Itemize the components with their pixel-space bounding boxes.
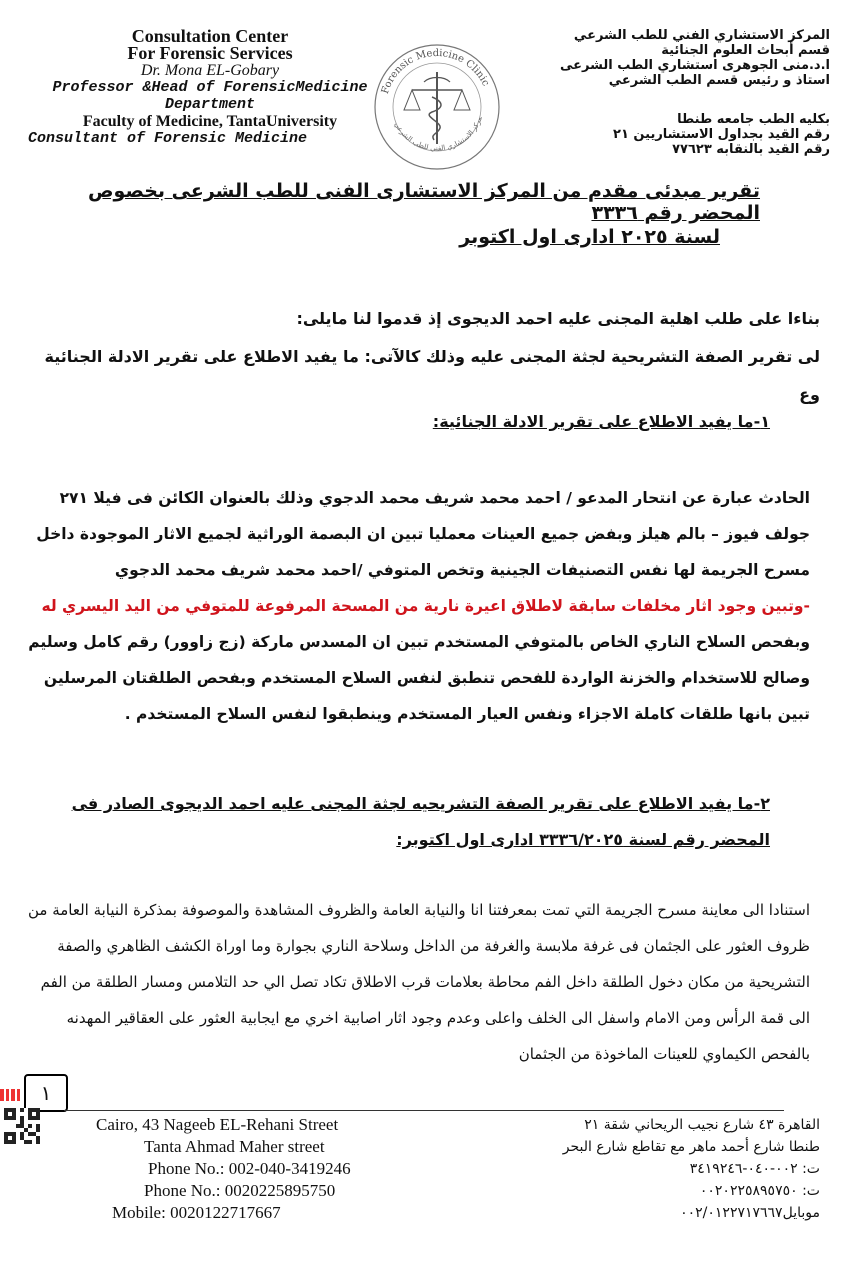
footer-address-tanta: Tanta Ahmad Maher street: [144, 1137, 325, 1156]
doctor-name: Dr. Mona EL-Gobary: [140, 62, 280, 79]
report-title: تقرير مبدئى مقدم من المركز الاستشارى الفنى للطب الشرعى بخصوص المحضر رقم ٣٣٣٦: [88, 180, 760, 224]
logo-ring-text-ar: مركز الاستشاري الفني للطب الشرعي: [392, 115, 484, 153]
section1-body: [20, 480, 810, 732]
section1-heading: ١-ما يفيد الاطلاع على تقرير الادلة الجنائية:: [432, 412, 770, 431]
footer-phone-2: Phone No.: 0020225895750: [144, 1181, 336, 1200]
svg-text:Forensic Medicine Clinic: [380, 48, 491, 95]
footer-ar-phone-2: ت: ٠٠٢٠٢٢٥٨٩٥٧٥٠: [699, 1183, 820, 1199]
doctor-title: Professor &Head of ForensicMedicine: [52, 79, 368, 96]
page-number: ١: [24, 1074, 68, 1112]
ar-title: استاذ و رئيس قسم الطب الشرعي: [608, 73, 830, 88]
footer-contact-english: [96, 1114, 386, 1224]
section1-red-finding: -وتبين وجود اثار مخلفات سابقة لاطلاق اعيرة نارية من المسحة المرفوعة للمتوفي من اليد اليسري له: [41, 597, 810, 615]
intro-line1: بناءا على طلب اهلية المجنى عليه احمد الديجوى إذ قدموا لنا مايلى:: [296, 309, 820, 328]
consultant-title: Consultant of Forensic Medicine: [28, 130, 308, 147]
ar-dept: قسم أبحاث العلوم الجنائية: [661, 43, 830, 58]
intro-paragraph: [20, 300, 820, 414]
section2-heading: ٢-ما يفيد الاطلاع على تقرير الصفة التشريحيه لجثة المجنى عليه احمد الديجوى الصادر فى المحضر رقم لسنة ٣٣٣٦/٢٠٢٥ ادارى اول اكتوبر:: [71, 794, 770, 849]
department: Department: [164, 96, 255, 113]
footer-divider: [64, 1110, 784, 1111]
center-name: Consultation Center: [131, 26, 289, 46]
barcode-stripe: [0, 1086, 22, 1098]
qr-code-icon: [4, 1108, 40, 1144]
footer-mobile: Mobile: 0020122717667: [112, 1203, 281, 1222]
ar-faculty: بكليه الطب جامعه طنطا: [677, 112, 830, 127]
faculty: Faculty of Medicine, TantaUniversity: [82, 113, 338, 130]
footer-ar-address-cairo: القاهرة ٤٣ شارع نجيب الريحاني شقة ٢١: [584, 1117, 820, 1133]
footer-ar-address-tanta: طنطا شارع أحمد ماهر مع تقاطع شارع البحر: [562, 1139, 820, 1155]
conclusion-paragraph: استنادا الى معاينة مسرح الجريمة التي تمت بمعرفتنا انا والنيابة العامة والظروف المشاهدة والموصوفة بمذكرة النيابة العامة من ظروف العثور على الجثمان فى غرفة ملابسة والغرفة من الداخل وسلاحة الناري بجوارة وما اوراة الكشف الظاهري والصفة التشريحية من مكان دخول الطلقة داخل الفم محاطة بعلامات قرب الاطلاق تكاد تصل الي حد التلامس ومسار الطلقة من الفم الى قمة الرأس ومن الامام واسفل الى الخلف واعلى وعدم وجود اثار اصابية اخري مع ايجابية العثور على العقاقير المهدنه بالفحص الكيماوي للعينات الماخوذة من الجثمان: [27, 901, 810, 1063]
footer-address-cairo: Cairo, 43 Nageeb EL-Rehani Street: [96, 1115, 339, 1134]
center-subtitle: For Forensic Services: [127, 43, 293, 63]
ar-syndicate: رقم القيد بالنقابه ٧٧٦٢٣: [672, 142, 830, 157]
ar-doctor: ا.د.منى الجوهرى استشاري الطب الشرعى: [560, 58, 830, 73]
section1-paragraph: الحادث عبارة عن انتحار المدعو / احمد محمد شريف محمد الدجوي وذلك بالعنوان الكائن فى فيلا ٢٧١ جولف فيوز – بالم هيلز وبفض جميع العينات معمليا تبين ان البصمة الوراثية لجميع الاثار الموجودة داخل مسرح الجريمة لها نفس التصنيفات الجينية وتخص المتوفي /احمد محمد شريف محمد الدجوي: [36, 489, 810, 579]
footer-phone-1: Phone No.: 002-040-3419246: [148, 1159, 351, 1178]
footer-ar-phone-1: ت: ٠٠٢-٠٤٠-٣٤١٩٢٤٦: [689, 1161, 820, 1177]
letterhead-english: [20, 28, 400, 147]
ar-center-name: المركز الاستشاري الفني للطب الشرعي: [573, 28, 830, 43]
section1-weapon-paragraph: وبفحص السلاح الناري الخاص بالمتوفي المستخدم تبين ان المسدس ماركة (زج زاوور) رقم كامل وسليم وصالح للاستخدام والخزنة الواردة للفحص تنطبق لنفس السلاح المستخدم وبفحص الطلقتان المرسلين تبين بانها طلقات كاملة الاجزاء ونفس العيار المستخدم وينطبقوا لنفس السلاح المستخدم .: [28, 633, 810, 723]
logo-ring-text: Forensic Medicine Clinic: [379, 47, 491, 96]
ar-registration: رقم القيد بجداول الاستشاريين ٢١: [613, 127, 830, 142]
clinic-logo: [372, 42, 502, 172]
intro-line2: لى تقرير الصفة التشريحية لجثة المجنى عليه وذلك كالآتى: ما يفيد الاطلاع على تقرير الادلة الجنائية وع: [44, 347, 820, 404]
report-title-line2: لسنة ٢٠٢٥ ادارى اول اكتوبر: [459, 226, 720, 248]
footer-contact-arabic: [490, 1114, 820, 1224]
letterhead-arabic: [530, 28, 830, 157]
caduceus-scales-icon: [372, 42, 502, 172]
footer-ar-mobile: موبايل٠٠٢/٠١٢٢٧١٧٦٦٧: [680, 1205, 820, 1221]
